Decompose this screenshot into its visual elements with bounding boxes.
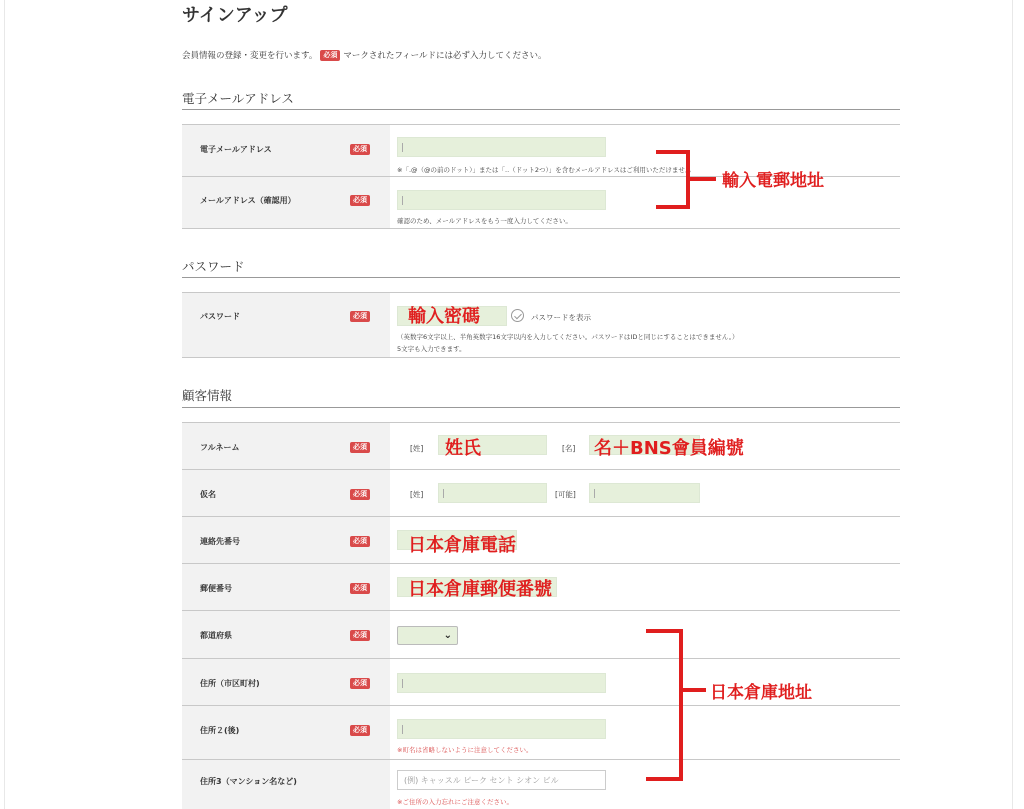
address2-label: 住所２(後) xyxy=(200,726,240,735)
row-label-cell xyxy=(182,293,390,357)
row-address2 xyxy=(182,706,900,760)
row-value-cell xyxy=(390,760,900,809)
row-value-cell xyxy=(390,470,900,516)
annotation-given-name: 名＋BNS會員編號 xyxy=(594,438,744,459)
section-rule xyxy=(182,277,900,278)
row-value-cell xyxy=(390,659,900,705)
row-address3 xyxy=(182,760,900,809)
address-bracket xyxy=(646,629,683,781)
required-badge: 必須 xyxy=(320,50,340,61)
required-badge: 必須 xyxy=(350,583,370,594)
section-title-email: 電子メールアドレス xyxy=(182,91,294,106)
address2-field[interactable] xyxy=(397,719,606,739)
required-badge: 必須 xyxy=(350,489,370,500)
row-label-cell xyxy=(182,611,390,658)
intro-text xyxy=(182,49,546,61)
text-caret xyxy=(402,143,403,152)
show-password-check-icon[interactable] xyxy=(511,309,524,322)
row-value-cell xyxy=(390,611,900,658)
section-rule xyxy=(182,407,900,408)
password-note-2: 5文字も入力できます。 xyxy=(397,345,466,353)
required-badge: 必須 xyxy=(350,630,370,641)
required-badge: 必須 xyxy=(350,725,370,736)
required-badge: 必須 xyxy=(350,311,370,322)
kana-label: 仮名 xyxy=(200,490,216,499)
row-fullname xyxy=(182,423,900,470)
chevron-down-icon: ⌄ xyxy=(443,630,452,641)
annotation-zip: 日本倉庫郵便番號 xyxy=(408,579,552,600)
section-title-password: パスワード xyxy=(182,259,245,274)
given-name-prefix: [名] xyxy=(562,444,576,453)
email-label: 電子メールアドレス xyxy=(200,145,272,154)
row-label-cell xyxy=(182,423,390,469)
surname-prefix: [姓] xyxy=(410,444,424,453)
row-kana xyxy=(182,470,900,517)
required-badge: 必須 xyxy=(350,144,370,155)
email-bracket xyxy=(656,150,690,209)
address3-field[interactable]: (例) キャッスル ピーク セント シオン ビル xyxy=(397,770,606,790)
text-caret xyxy=(402,725,403,734)
annotation-address: 日本倉庫地址 xyxy=(710,683,812,703)
section-title-customer: 顧客情報 xyxy=(182,388,233,403)
page-edge-left xyxy=(4,0,5,809)
email-field[interactable] xyxy=(397,137,606,157)
kana-given-field[interactable] xyxy=(589,483,700,503)
show-password-label[interactable]: パスワードを表示 xyxy=(531,313,591,322)
address1-label: 住所（市区町村) xyxy=(200,679,260,688)
zip-label: 郵便番号 xyxy=(200,584,232,593)
intro-after: マークされたフィールドには必ず入力してください。 xyxy=(343,51,547,61)
password-note: （英数字6文字以上、半角英数字16文字以内を入力してください。パスワードはIDと同じにすることはできません。） xyxy=(397,333,739,341)
text-caret xyxy=(594,489,595,498)
email-bracket-arm xyxy=(690,177,716,181)
text-caret xyxy=(443,489,444,498)
text-caret xyxy=(402,679,403,688)
address1-field[interactable] xyxy=(397,673,606,693)
row-label-cell xyxy=(182,706,390,759)
phone-label: 連絡先番号 xyxy=(200,537,240,546)
row-password xyxy=(182,293,900,358)
kana-surname-prefix: [姓] xyxy=(410,490,424,499)
section-rule xyxy=(182,109,900,110)
intro-before: 会員情報の登録・変更を行います。 xyxy=(182,51,318,61)
annotation-email: 輸入電郵地址 xyxy=(722,171,824,191)
required-badge: 必須 xyxy=(350,536,370,547)
address3-note: ※ご住所の入力忘れにご注意ください。 xyxy=(397,798,513,806)
row-label-cell xyxy=(182,125,390,176)
fullname-label: フルネーム xyxy=(200,443,240,452)
annotation-password: 輸入密碼 xyxy=(408,306,480,327)
row-label-cell xyxy=(182,659,390,705)
required-badge: 必須 xyxy=(350,195,370,206)
email-confirm-field[interactable] xyxy=(397,190,606,210)
row-label-cell xyxy=(182,564,390,610)
row-label-cell xyxy=(182,517,390,563)
address3-label: 住所3（マンション名など) xyxy=(200,777,297,786)
row-value-cell xyxy=(390,706,900,759)
text-caret xyxy=(402,196,403,205)
email-confirm-label: メールアドレス（確認用） xyxy=(200,196,296,205)
row-phone xyxy=(182,517,900,564)
annotation-surname: 姓氏 xyxy=(445,438,481,459)
required-badge: 必須 xyxy=(350,678,370,689)
prefecture-label: 都道府県 xyxy=(200,631,232,640)
page-title: サインアップ xyxy=(182,5,288,26)
password-label: パスワード xyxy=(200,312,240,321)
required-badge: 必須 xyxy=(350,442,370,453)
row-prefecture xyxy=(182,611,900,659)
row-label-cell xyxy=(182,470,390,516)
kana-surname-field[interactable] xyxy=(438,483,547,503)
kana-given-prefix: [可能] xyxy=(555,490,576,499)
email-note: ※「.@（@の前のドット）」または「..（ドット2つ）」を含むメールアドレスはご利用いただけません xyxy=(397,166,692,174)
row-label-cell xyxy=(182,760,390,809)
row-label-cell xyxy=(182,177,390,228)
email-confirm-note: 確認のため、メールアドレスをもう一度入力してください。 xyxy=(397,217,572,225)
address2-note: ※町名は省略しないように注意してください。 xyxy=(397,746,533,754)
prefecture-select[interactable] xyxy=(397,626,458,645)
address-bracket-arm xyxy=(683,688,706,692)
annotation-phone: 日本倉庫電話 xyxy=(408,535,516,556)
page-edge-right xyxy=(1012,0,1013,809)
